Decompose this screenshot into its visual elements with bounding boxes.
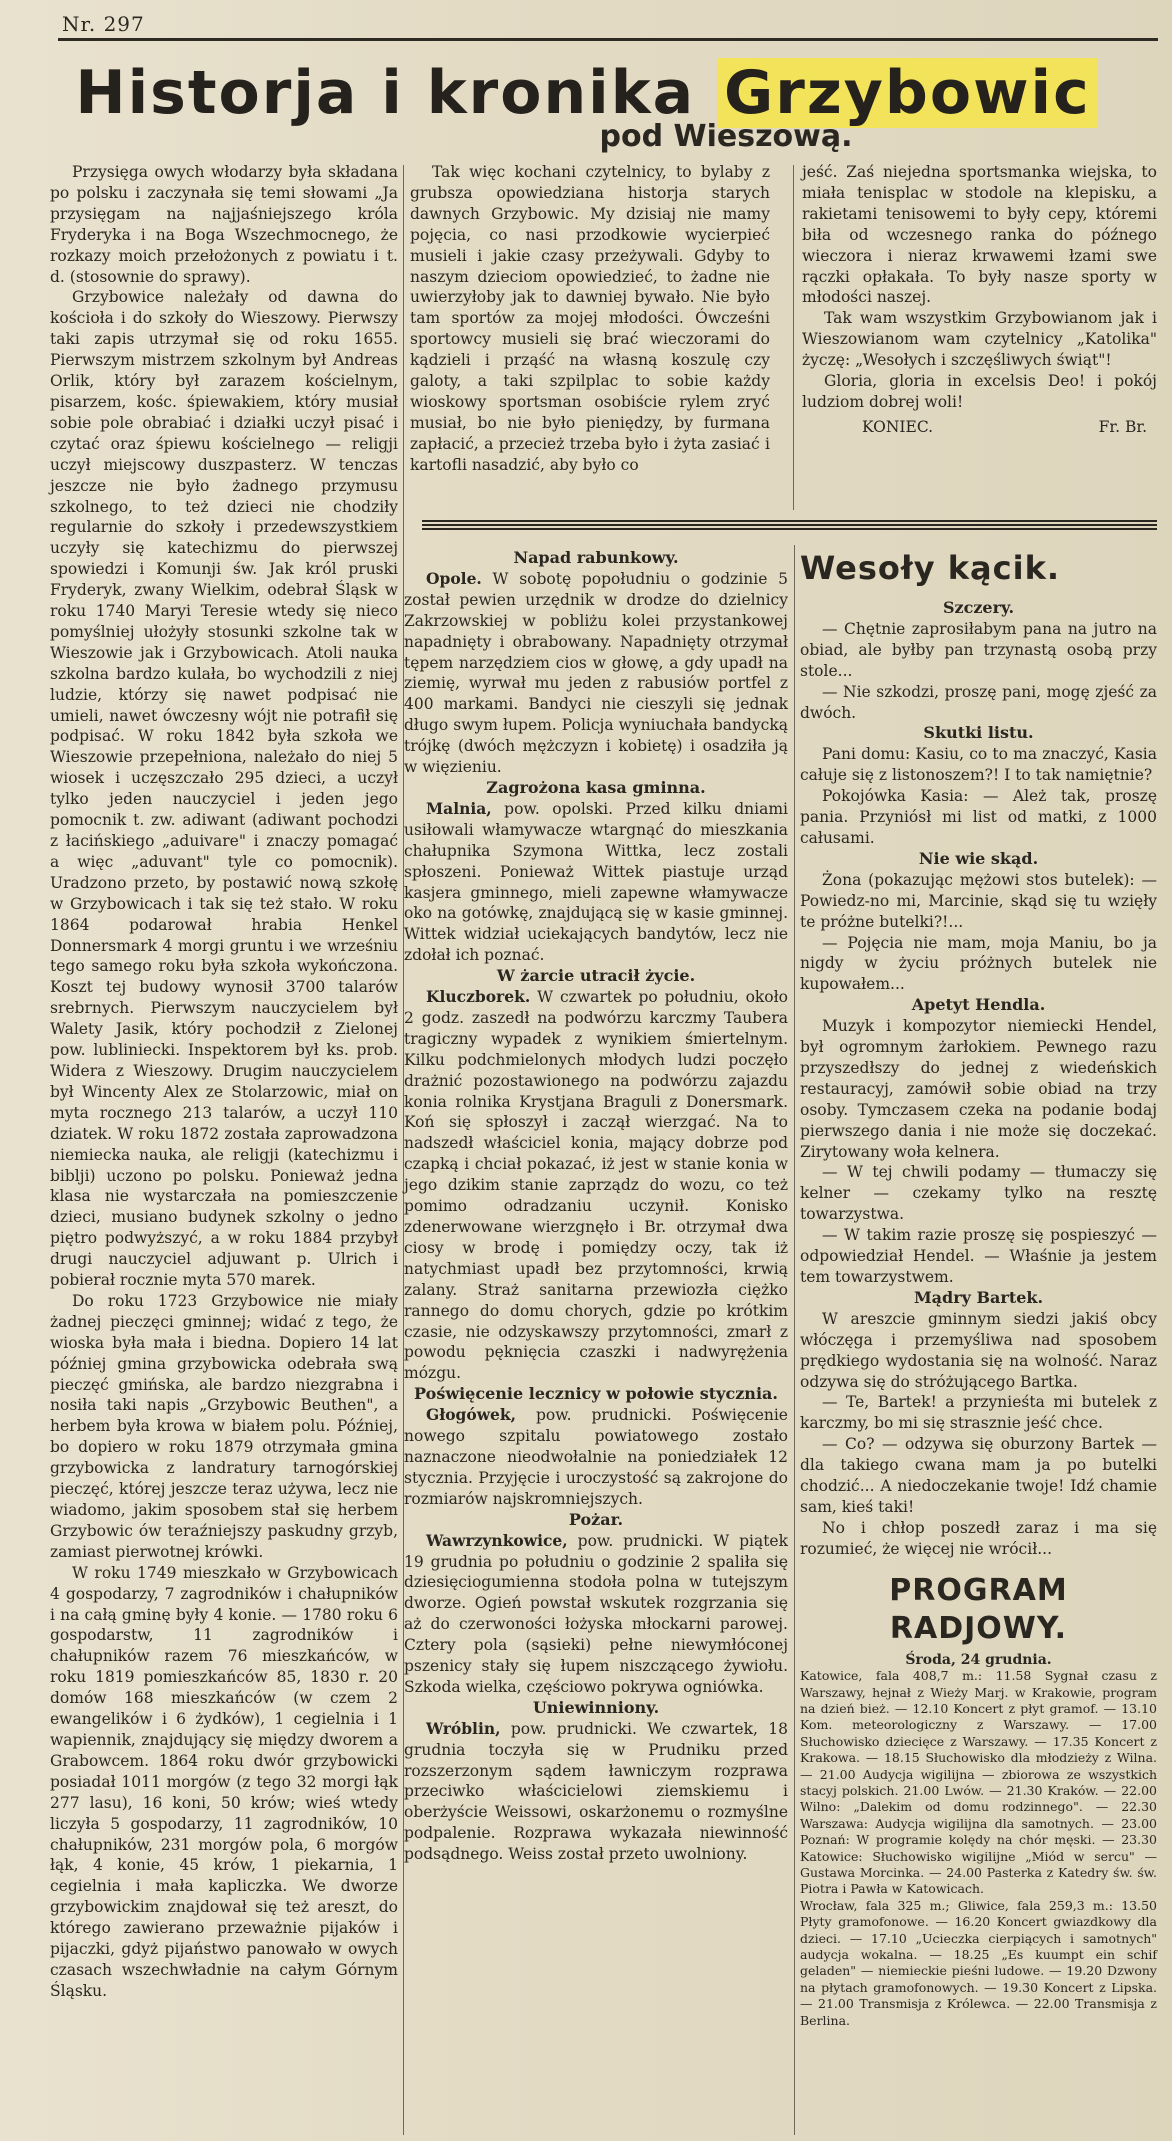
- article-text: pow. prudnicki. W piątek 19 grudnia po południu o godzinie 2 spaliła się dziesięciogumienna stodoła polna w tutejszym dworze. Ogień powstał wskutek rozgrzania się aż do czerwoności łożyska młockarni parowej. Cztery pola (sąsieki) pełne niewymłóconej pszenicy stały się łupem niszczącego żywiołu. Szkoda wielka, częściowo pokrywa ogniówka.: [404, 1531, 788, 1696]
- radio-day: Środa, 24 grudnia.: [905, 1651, 1052, 1668]
- history-column-1: [50, 162, 398, 2002]
- radio-listing: Wrocław, fala 325 m.; Gliwice, fala 259,3 m.: 13.50 Płyty gramofonowe. — 16.20 Koncert gwiazdkowy dla dzieci. — 17.10 „Ucieczka cierpiących i samotnych" audycja wokalna. — 18.25 „Es kuumpt ein schif geladen" — niemieckie pieśni ludowe. — 19.20 Dzwony na płytach gramofonowych. — 19.30 Koncert z Lipska. — 21.00 Transmisja z Królewca. — 22.00 Transmisja z Berlina.: [800, 1897, 1157, 2028]
- radio-listing: Katowice, fala 408,7 m.: 11.58 Sygnał czasu z Warszawy, hejnał z Wieży Marj. w Krakowie, program na dzień bież. — 12.10 Koncert z płyt gramof. — 13.10 Kom. meteorologiczny z Warszawy. — 17.00 Słuchowisko dziecięce z Warszawy. — 17.35 Koncert z Krakowa. — 18.15 Słuchowisko dla młodzieży z Wilna. — 21.00 Audycja wigilijna — zbiorowa ze wszystkich stacyj polskich. 21.00 Lwów. — 21.30 Kraków. — 22.00 Wilno: „Dalekim od domu rodzinnego". — 22.30 Warszawa: Audycja wigilijna dla samotnych. — 23.00 Poznań: W programie kolędy na chór męski. — 23.30 Katowice: Słuchowisko wigilijne „Miód w sercu" — Gustawa Morcinka. — 24.00 Pasterka z Katedry św. św. Piotra i Pawła w Katowicach.: [800, 1668, 1157, 1897]
- paragraph: Gloria, gloria in excelsis Deo! i pokój ludziom dobrej woli!: [802, 372, 1157, 411]
- joke-title: Skutki listu.: [923, 723, 1034, 743]
- joke-line: Żona (pokazując mężowi stos butelek): — Powiedz-no mi, Marcinie, skąd się tu wzięły te próżne butelki?!...: [800, 870, 1157, 931]
- article-place: Głogówek,: [426, 1405, 517, 1425]
- joke-line: — Nie szkodzi, proszę pani, mogę zjeść za dwóch.: [800, 682, 1157, 722]
- article-title: Pożar.: [568, 1509, 624, 1529]
- paragraph: jeść. Zaś niejedna sportsmanka wiejska, to miała tenisplac w stodole na klepisku, a rakietami tenisowemi to były cepy, któremi biła od wczesnego ranka do późnego wieczora i nieraz krwawemi łzami swe rączki opłakała. To były nasze sporty w młodości naszej.: [802, 163, 1157, 307]
- history-column-3: [802, 162, 1157, 438]
- author-signature: Fr. Br.: [1098, 417, 1147, 436]
- paragraph: Tak więc kochani czytelnicy, to bylaby z grubsza opowiedziana historja starych dawnych Grzybowic. My dzisiaj nie mamy pojęcia, co nasi przodkowie wycierpieć musieli i jakie czasy przeżywali. Gdyby to naszym dzieciom opowiedzieć, to żadne nie uwierzyłoby jak to dawniej bywało. Nie było tam sportów za mojej młodości. Ówcześni sportowcy musieli się brać wieczorami do kądzieli i prząść na własną koszulę czy galoty, a taki szpilplac to sobie każdy wioskowy sportsman osobiście rylem zryć musiał, bo nie było pieniędzy, by furmana zapłacić, a przecież trzeba było i żyta zasiać i kartofli nasadzić, aby było co: [410, 163, 770, 474]
- joke-line: Pokojówka Kasia: — Ależ tak, proszę pania. Przyniósł mi list od matki, z 1000 całusami.: [800, 787, 1157, 847]
- paragraph: W roku 1749 mieszkało w Grzybowicach 4 gospodarzy, 7 zagrodników i chałupników i na całą gminę były 4 konie. — 1780 roku 6 gospodarstw, 11 zagrodników i chałupników razem 76 mieszkańców, w roku 1819 pomieszkańców 85, 1830 r. 20 domów 168 mieszkańców (w czem 2 ewangelików i 6 żydków), 1 cegielnia i 1 wapiennik, znajdujący się między dworem a Grabowcem. 1864 roku dwór grzybowicki posiadał 1011 morgów (z tego 32 morgi łąk 277 lasu), 16 koni, 50 krów; wieś wtedy liczyła 5 gospodarzy, 11 zagrodników, 10 chałupników, 231 morgów pola, 6 morgów łąk, 4 konie, 45 krów, 1 piekarnia, 1 cegielnia i mała kapliczka. We dworze grzybowickim znajdował się też areszt, do którego zawierano przeważnie pijaków i pijaczki, gdyż pijaństwo panowało w owych czasach wszechwładnie na całym Górnym Śląsku.: [50, 1563, 398, 2000]
- joke-line: W areszcie gminnym siedzi jakiś obcy włóczęga i przemyśliwa nad sposobem prędkiego wydostania się na wolność. Naraz odzywa się do stróżującego Bartka.: [800, 1309, 1157, 1391]
- history-column-2: [410, 162, 770, 476]
- section-rule: [422, 518, 1157, 530]
- radio-program: [800, 1652, 1157, 2029]
- paragraph: Do roku 1723 Grzybowice nie miały żadnej pieczęci gminnej; widać z tego, że wioska była mała i biedna. Dopiero 14 lat później gmina grzybowicka odebrała swą pieczęć gmińska, ale bardzo niezgrabna i nosiła taki napis „Grzybowic Beuthen", a herbem była krowa w białem polu. Później, bo dopiero w roku 1879 otrzymała gmina grzybowicka z landratury tarnogórskiej pieczęć, której jeszcze teraz używa, lecz nie wiadomo, jakim sposobem stał się herbem Grzybowic ów teraźniejszy paskudny grzyb, zamiast pierwotnej krówki.: [50, 1291, 398, 1561]
- joke-line: — W takim razie proszę się pospieszyć — odpowiedział Hendel. — Właśnie ja jestem tem towarzystwem.: [800, 1226, 1157, 1286]
- article-title: Napad rabunkowy.: [513, 548, 679, 567]
- article-body: [404, 1719, 788, 1865]
- issue-number: Nr. 297: [62, 12, 145, 36]
- article-place: Kluczborek.: [426, 987, 531, 1007]
- article-body: [404, 987, 788, 1384]
- article-title: Uniewinniony.: [532, 1697, 660, 1717]
- column-divider: [793, 165, 794, 510]
- radio-heading: PROGRAM RADJOWY.: [889, 1572, 1068, 1646]
- article-body: [404, 1405, 788, 1510]
- article-title: W żarcie utracił życie.: [496, 966, 696, 986]
- article-place: Opole.: [426, 568, 482, 588]
- column-divider: [794, 545, 795, 2135]
- article-text: pow. prudnicki. Poświęcenie nowego szpitalu powiatowego zostało naznaczone nieodwołalnie na poniedziałek 12 stycznia. Przyjęcie i uroczystość są zakrojone do rozmiarów najskromniejszych.: [404, 1406, 788, 1508]
- article-place: Malnia,: [426, 798, 492, 818]
- joke-line: Muzyk i kompozytor niemiecki Hendel, był ogromnym żarłokiem. Pewnego razu przyszedłszy do jednej z wiedeńskich restauracyj, zamówił sobie obiad na trzy osoby. Tymczasem czeka na podanie bodaj pierwszego dania i nie może się doczekać. Zirytowany woła kelnera.: [800, 1017, 1157, 1161]
- end-mark: KONIEC.: [862, 417, 934, 436]
- joke-line: — Co? — odzywa się oburzony Bartek — dla takiego cwana mam ja po butelki chodzić... A niedoczekanie twoje! Idź chamie sam, kieś taki!: [800, 1435, 1157, 1516]
- article-text: pow. opolski. Przed kilku dniami usiłowali włamywacze wtargnąć do mieszkania chałupnika Szymona Wittka, lecz zostali spłoszeni. Ponieważ Wittek piastuje urząd kasjera gminnego, mieli zapewne włamywacze oko na gotówkę, znajdującą się w kasie gminnej. Wittek widział uciekających bandytów, lecz nie zdołał ich poznać.: [404, 799, 788, 965]
- article-text: W sobotę popołudniu o godzinie 5 został pewien urzędnik w drodze do dzielnicy Zakrzowskiej w pobliżu kolei przystankowej napadnięty i obrabowany. Napadnięty otrzymał tępem narzędziem cios w głowę, a gdy upadł na ziemię, wyrwał mu jeden z rabusiów portfel z 400 markami. Bandyci nie cieszyli się jednak długo swym łupem. Policja wyniuchała bandycką trójkę (dwóch mężczyzn i kobietę) i osadziła ją w więzieniu.: [404, 569, 788, 777]
- headline-highlight: Grzybowic: [718, 58, 1097, 128]
- joke-line: Pani domu: Kasiu, co to ma znaczyć, Kasia całuje się z listonoszem?! I to tak namiętnie?: [800, 745, 1157, 785]
- header-rule: [58, 38, 1158, 41]
- humor-column: [800, 548, 1157, 2029]
- paragraph: Grzybowice należały od dawna do kościoła i do szkoły do Wieszowy. Pierwszy taki zapis utrzymał się od roku 1655. Pierwszym mistrzem szkolnym był Andreas Orlik, który był zarazem kościelnym, pisarzem, kośc. śpiewakiem, który musiał sobie pole obrabiać i działki uczył pisać i czytać oraz śpiewu kościelnego — religji uczył miejscowy duszpasterz. W tenczas jeszcze nie było żadnego przymusu szkolnego, to też dzieci nie chodziły regularnie do szkoły i przedewszystkiem uczyły się katechizmu do pierwszej spowiedzi i Komunji św. Jak król pruski Fryderyk, zwany Wielkim, odebrał Śląsk w roku 1740 Maryi Teresie wtedy się nieco pomyślniej ułożyły stosunki szkolne tak w Wieszowie jak i Grzybowicach. Atoli nauka szkolna bardzo kulała, bo wychodzili z niej ludzie, którzy się nawet podpisać nie umieli, nawet ówczesny wójt nie potrafił się podpisać. W roku 1842 była szkoła we Wieszowie przepełniona, należało do niej 5 wiosek i uczęszczało 295 dzieci, a uczył tylko jeden nauczyciel i jeden jego pomocnik t. zw. adiwant (adiwant pochodzi z łacińskiego „aduivare" i znaczy pomagać a więc „aduvant" tyle co pomocnik). Uradzono przeto, by postawić nową szkołę w Grzybowicach i tak się też stało. W roku 1864 podarował hrabia Henkel Donnersmark 4 morgi gruntu i we wrześniu tego samego roku była szkoła wykończona. Koszt tej budowy wynosił 3700 talarów srebrnych. Pierwszym nauczycielem był Walety Jasik, który pochodził z Zielonej pow. lubliniecki. Inspektorem był ks. prob. Widera z Wieszowy. Drugim nauczycielem był Wincenty Alex ze Stolarzowic, miał on myta rocznego 213 talarów, a uczył 110 dziatek. W roku 1872 została zaprowadzona niemiecka nauka, ale religji (katechizmu i biblji) uczono po polsku. Ponieważ jedna klasa nie wystarczała na pomieszczenie dzieci, musiano budynek szkolny o jedno piętro podwyższyć, a w roku 1884 przybył drugi nauczyciel adjuwant p. Ulrich i pobierał rocznie myta 570 marek.: [50, 288, 398, 1290]
- joke-line: No i chłop poszedł zaraz i ma się rozumieć, że więcej nie wrócił...: [800, 1518, 1157, 1558]
- joke-title: Szczery.: [942, 598, 1015, 617]
- joke-line: — Te, Bartek! a przynieśta mi butelek z karczmy, bo mi się strasznie jeść chce.: [800, 1393, 1157, 1433]
- article-text: W czwartek po południu, około 2 godz. zaszedł na podwórzu karczmy Taubera tragiczny wypadek z wynikiem śmiertelnym. Kilku podchmielonych młodych ludzi poczęło drażnić pozostawionego na podwórzu zajazdu konia rolnika Krystjana Braguli z Donersmark. Koń się spłoszył i zaczął wierzgać. Na to nadszedł właściciel konia, mający dobrze pod czapką i chciał pokazać, iż jest w stanie konia w jego dzikim stanie zaprządz do wozu, co też pomimo odradzaniu uczynił. Konisko zdenerwowane wierzgnęło i Br. otrzymał dwa ciosy w brodę i pomiędzy oczy, tak iż natychmiast upadł bez przytomności, krwią zalany. Straż sanitarna przewiozła ciężko rannego do domu chorych, gdzie po krótkim czasie, nie odzyskawszy przytomności, zmarł z powodu pęknięcia czaszki i nadwyrężenia mózgu.: [404, 988, 788, 1383]
- article-body: [404, 799, 788, 966]
- humor-heading: Wesoły kącik.: [800, 549, 1061, 587]
- article-title: Zagrożona kasa gminna.: [486, 777, 706, 797]
- article-title: Poświęcenie lecznicy w połowie stycznia.: [414, 1384, 778, 1404]
- paragraph: Tak wam wszystkim Grzybowianom jak i Wieszowianom wam czytelnicy „Katolika" życzę: „Wesołych i szczęśliwych świąt"!: [802, 309, 1157, 370]
- joke-line: — Chętnie zaprosiłabym pana na jutro na obiad, ale byłby pan trzynastą osobą przy stole...: [800, 619, 1157, 680]
- headline-text: Historja i kronika: [75, 58, 719, 128]
- signature-line: [802, 417, 1157, 438]
- joke-title: Mądry Bartek.: [913, 1287, 1044, 1307]
- article-place: Wawrzynkowice,: [426, 1530, 568, 1550]
- article-body: [404, 569, 788, 778]
- news-column: [404, 548, 788, 1865]
- joke-title: Nie wie skąd.: [918, 848, 1039, 868]
- joke-line: — W tej chwili podamy — tłumaczy się kelner — czekamy tylko na resztę towarzystwa.: [800, 1163, 1157, 1224]
- article-body: [404, 1531, 788, 1698]
- paragraph: Przysięga owych włodarzy była składana po polsku i zaczynała się temi słowami „Ja przysięgam na najjaśniejszego króla Fryderyka i na Boga Wszechmocnego, że rozkazy moich przełożonych z powiatu i t. d. (stosownie do sprawy).: [50, 163, 398, 286]
- article-place: Wróblin,: [426, 1718, 501, 1738]
- article-text: pow. prudnicki. We czwartek, 18 grudnia toczyła się w Prudniku przed rozszerzonym sądem ławniczym rozprawa przeciwko właścicielowi ziemskiemu i oberżyście Weissowi, oskarżonemu o rozmyślne podpalenie. Rozprawa wykazała niewinność podsądnego. Weiss został przeto uwolniony.: [404, 1719, 788, 1864]
- joke-title: Apetyt Hendla.: [911, 995, 1046, 1015]
- subheadline: pod Wieszową.: [599, 119, 853, 154]
- joke-line: — Pojęcia nie mam, moja Maniu, bo ja nigdy w życiu próżnych butelek nie kupowałem...: [800, 933, 1157, 994]
